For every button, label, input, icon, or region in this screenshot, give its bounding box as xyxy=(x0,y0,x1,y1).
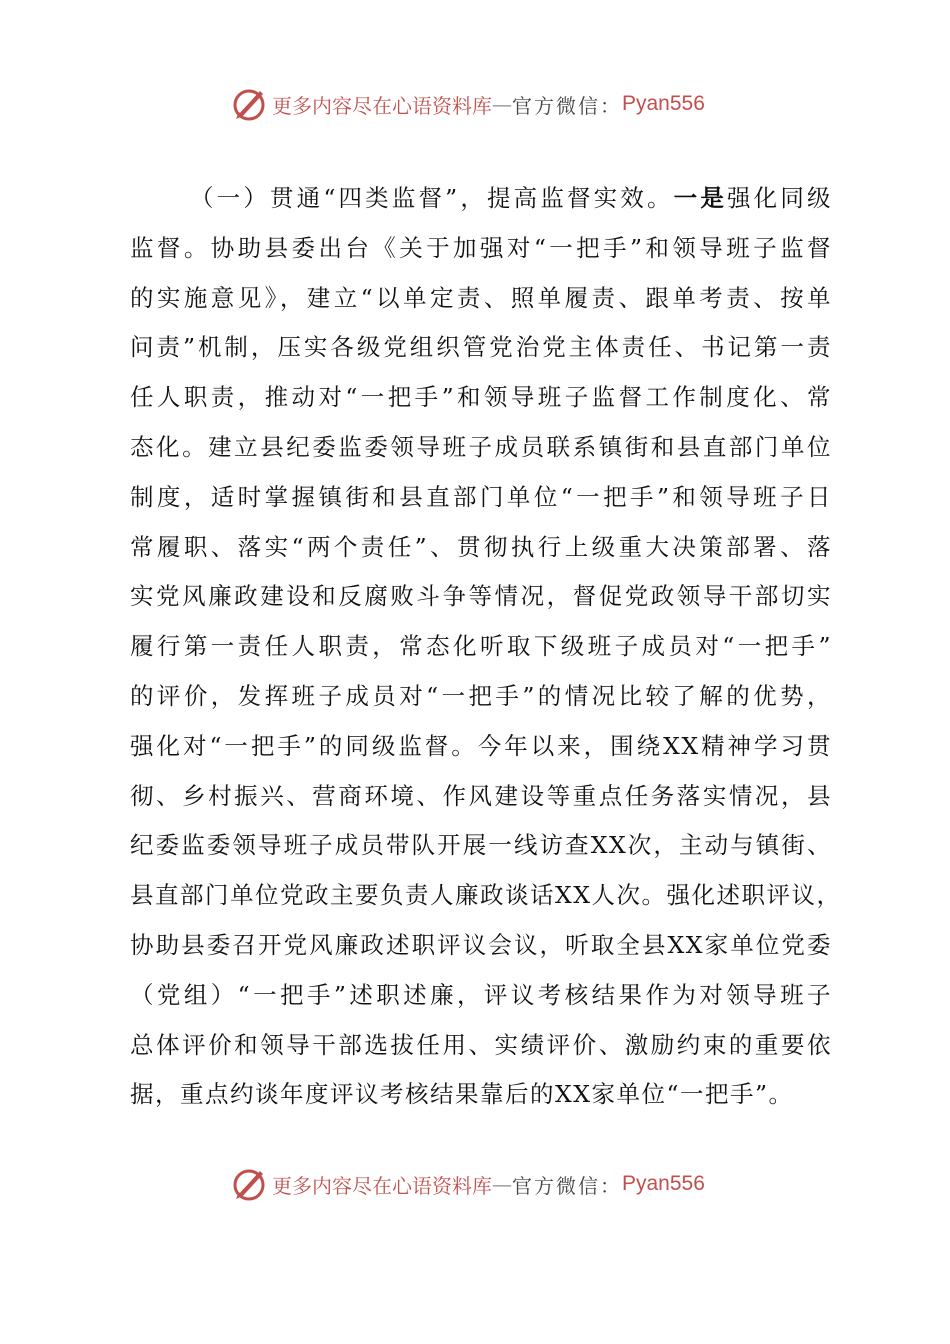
paragraph-line: 的评价，发挥班子成员对“一把手”的情况比较了解的优势， xyxy=(130,681,832,710)
paragraph-line: 常履职、落实“两个责任”、贯彻执行上级重大决策部署、落 xyxy=(130,532,832,561)
footer-watermark-banner xyxy=(230,1164,750,1204)
pen-logo-icon xyxy=(230,1165,268,1203)
banner-dash: — xyxy=(492,1172,512,1196)
paragraph-line: 纪委监委领导班子成员带队开展一线访查XX次，主动与镇街、 xyxy=(130,831,832,860)
document-paragraph xyxy=(130,174,842,1120)
bold-marker: 一是 xyxy=(673,184,728,212)
paragraph-line: 制度，适时掌握镇街和县直部门单位“一把手”和领导班子日 xyxy=(130,482,832,511)
section-heading-text: （一）贯通“四类监督”，提高监督实效。 xyxy=(190,184,674,212)
paragraph-line xyxy=(130,174,832,224)
paragraph-line: 态化。建立县纪委监委领导班子成员联系镇街和县直部门单位 xyxy=(130,432,832,461)
paragraph-line: （党组）“一把手”述职述廉，评议考核结果作为对领导班子 xyxy=(130,980,832,1009)
paragraph-line-text: 强化同级 xyxy=(727,184,833,212)
paragraph-line: 协助县委召开党风廉政述职评议会议，听取全县XX家单位党委 xyxy=(130,930,832,959)
paragraph-line: 彻、乡村振兴、营商环境、作风建设等重点任务落实情况，县 xyxy=(130,781,832,810)
banner-main-text: 更多内容尽在心语资料库 xyxy=(272,93,492,118)
paragraph-line: 强化对“一把手”的同级监督。今年以来，围绕XX精神学习贯 xyxy=(130,731,832,760)
banner-wechat-label: 官方微信： xyxy=(512,1173,622,1198)
paragraph-line: 据，重点约谈年度评议考核结果靠后的XX家单位“一把手”。 xyxy=(130,1080,794,1109)
banner-main-text: 更多内容尽在心语资料库 xyxy=(272,1173,492,1198)
banner-wechat-id: Pyan556 xyxy=(622,1172,705,1195)
paragraph-line: 监督。协助县委出台《关于加强对“一把手”和领导班子监督 xyxy=(130,233,832,262)
header-watermark-banner xyxy=(230,84,750,124)
paragraph-line: 问责”机制，压实各级党组织管党治党主体责任、书记第一责 xyxy=(130,333,832,362)
paragraph-line: 总体评价和领导干部选拔任用、实绩评价、激励约束的重要依 xyxy=(130,1030,832,1059)
pen-logo-icon xyxy=(230,85,268,123)
paragraph-line: 县直部门单位党政主要负责人廉政谈话XX人次。强化述职评议， xyxy=(130,881,842,910)
banner-wechat-id: Pyan556 xyxy=(622,92,705,115)
paragraph-line: 任人职责，推动对“一把手”和领导班子监督工作制度化、常 xyxy=(130,383,832,412)
paragraph-line: 履行第一责任人职责，常态化听取下级班子成员对“一把手” xyxy=(130,632,832,661)
banner-wechat-label: 官方微信： xyxy=(512,93,622,118)
paragraph-line: 实党风廉政建设和反腐败斗争等情况，督促党政领导干部切实 xyxy=(130,582,832,611)
paragraph-line: 的实施意见》，建立“以单定责、照单履责、跟单考责、按单 xyxy=(130,283,832,312)
banner-dash: — xyxy=(492,92,512,116)
